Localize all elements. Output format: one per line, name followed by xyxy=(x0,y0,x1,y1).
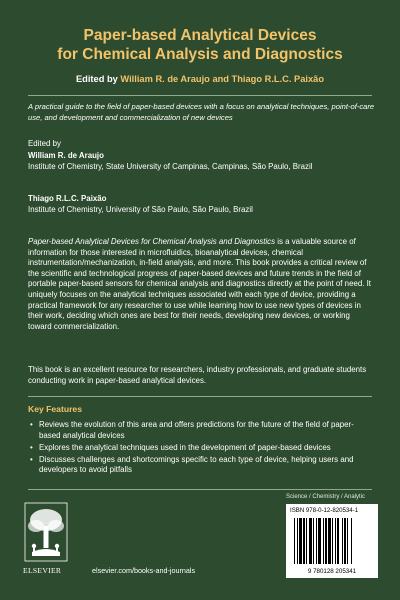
key-feature-item: • Discusses challenges and shortcomings specific to each type of device, helping users and developers to avoid pitfalls xyxy=(28,455,368,476)
description-book-title: Paper-based Analytical Devices for Chemical Analysis and Diagnostics xyxy=(28,237,276,246)
key-features-heading: Key Features xyxy=(28,404,82,414)
editor-2-name: Thiago R.L.C. Paixão xyxy=(28,194,107,203)
divider-top xyxy=(28,95,372,96)
key-features-list xyxy=(28,420,368,477)
editors-line xyxy=(0,74,400,84)
divider-bottom xyxy=(28,489,372,490)
editor-2-affiliation: Institute of Chemistry, University of São Paulo, São Paulo, Brazil xyxy=(28,204,253,214)
edited-by-prefix: Edited by xyxy=(75,74,118,84)
subject-category: Science / Chemistry / Analytic xyxy=(286,494,366,500)
elsevier-tree-logo xyxy=(24,502,68,567)
editor-1 xyxy=(28,151,312,172)
isbn-number: ISBN 978-0-12-820534-1 xyxy=(290,507,359,514)
barcode-number: 9 780128 205341 xyxy=(307,568,357,575)
isbn-barcode-box xyxy=(286,504,378,578)
description-text: is a valuable source of information for those interested in microfluidics, bioanalytical devices, chemical instrumentation/mechanization, in-field analysis, and more. This book provides a critical review of the scientific and technological progress of paper-based devices and future trends in the field of portable paper-based sensors for chemical analysis and diagnostics directly at the point of need. It uniquely focuses on the analytical techniques associated with each type of device, providing a practical framework for any researcher to use while learning how to use new types of devices in their work, deciding which ones are best for their needs, developing new devices, or working toward commercialization. xyxy=(28,237,372,331)
editor-names: William R. de Araujo and Thiago R.L.C. Paixão xyxy=(120,74,325,84)
title-line-1: Paper-based Analytical Devices xyxy=(83,27,317,44)
intro-text: A practical guide to the field of paper-based devices with a focus on analytical techniques, point-of-care use, and development and commercialization of new devices xyxy=(28,102,375,122)
audience-text: This book is an excellent resource for researchers, industry professionals, and graduate students conducting work in paper-based analytical devices. xyxy=(28,365,367,385)
editor-2 xyxy=(28,194,253,215)
editor-1-name: William R. de Araujo xyxy=(28,151,104,160)
divider-middle xyxy=(28,396,372,397)
key-feature-item: • Reviews the evolution of this area and offers predictions for the future of the field of paper-based analytical devices xyxy=(28,420,368,441)
edited-by-label: Edited by xyxy=(28,139,61,148)
barcode-icon xyxy=(292,518,372,566)
description xyxy=(28,237,373,332)
book-title xyxy=(0,26,400,64)
publisher-name: ELSEVIER xyxy=(23,566,62,575)
publisher-url[interactable]: elsevier.com/books-and-journals xyxy=(92,566,196,575)
key-feature-item: • Explores the analytical techniques used in the development of paper-based devices xyxy=(28,443,368,454)
editor-1-affiliation: Institute of Chemistry, State University of Campinas, Campinas, São Paulo, Brazil xyxy=(28,161,313,171)
title-line-2: for Chemical Analysis and Diagnostics xyxy=(57,46,343,63)
